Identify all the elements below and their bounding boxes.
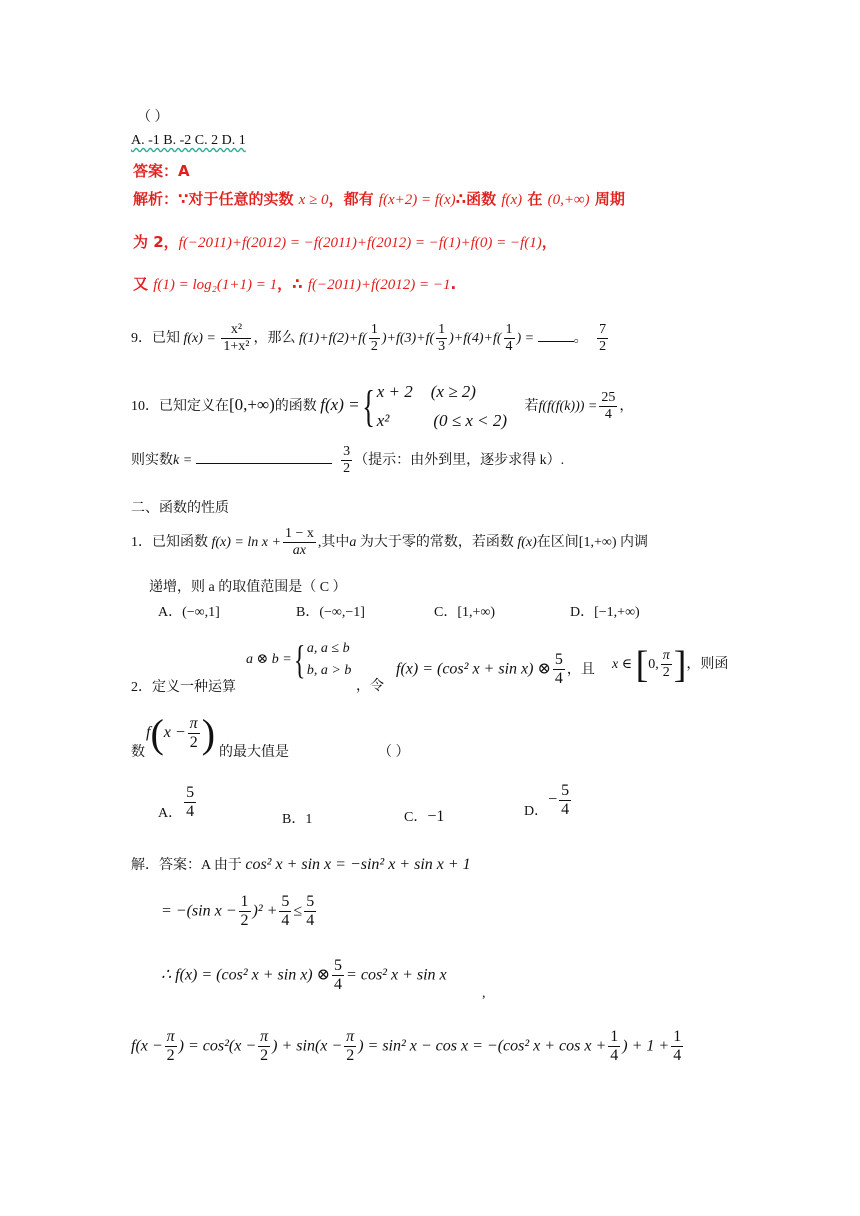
- q8-answer: 答案：A: [133, 162, 190, 180]
- p2-fdef: [396, 651, 595, 689]
- math: f(x) = (cos² x + sin x) ⊗: [396, 660, 551, 678]
- numerator: 5: [304, 893, 316, 912]
- p1-option-b: [296, 601, 365, 621]
- numerator: 5: [553, 651, 565, 670]
- math: ) =: [516, 330, 535, 346]
- math: f(x) =: [183, 330, 216, 346]
- math: −1: [427, 808, 445, 825]
- p2-paren: （ ）: [378, 745, 410, 760]
- math: f(1) = log₂(1+1) = 1: [153, 277, 278, 293]
- denominator: ax: [292, 543, 306, 559]
- denominator: 2: [662, 665, 670, 681]
- brace: {: [361, 381, 375, 431]
- p2-fshift: f(x − $\frac{\pi}{2}$ ): [146, 711, 216, 756]
- text: 解．答案：A 由于: [131, 858, 242, 873]
- numerator: π: [166, 1028, 175, 1046]
- fraction: [504, 322, 515, 355]
- text: 若: [524, 399, 539, 415]
- math: [−1,+∞): [594, 605, 640, 620]
- sol-line1: [131, 854, 471, 874]
- math: b, a > b: [306, 662, 352, 678]
- brace: {: [293, 636, 306, 682]
- numerator: π: [189, 714, 198, 732]
- fraction: [304, 893, 316, 931]
- math: f(−2011)+f(2012) = −f(2011)+f(2012) = −f(1)+f(0) = −f(1): [178, 235, 542, 251]
- q10-line: [131, 378, 633, 436]
- answer-blank: [196, 463, 332, 464]
- q8-bracket: （ ）: [137, 110, 169, 125]
- math: −: [548, 791, 558, 809]
- fraction: [332, 957, 344, 995]
- p2-option-c: [404, 806, 444, 826]
- fraction: [239, 893, 251, 931]
- math: x + 2: [376, 382, 413, 401]
- text: C．: [404, 810, 428, 825]
- text: 。: [573, 330, 588, 346]
- denominator: 1+x²: [223, 339, 250, 355]
- numerator: 1: [671, 1028, 683, 1047]
- q8-explain-line2: [133, 231, 557, 252]
- text: ，∴: [277, 275, 308, 293]
- numerator: 1: [239, 893, 251, 912]
- denominator: 4: [610, 1047, 619, 1065]
- bracket: [: [635, 644, 649, 686]
- q9-answer: [597, 322, 608, 355]
- q9-line: [131, 322, 610, 355]
- denominator: 2: [260, 1047, 269, 1065]
- numerator: π: [346, 1028, 355, 1046]
- math: f(x+2) = f(x): [378, 192, 456, 208]
- text: ,其中: [317, 534, 350, 550]
- denominator: 2: [599, 339, 607, 355]
- q10-line2: [131, 444, 564, 477]
- fraction: [258, 1028, 270, 1065]
- text: 为 2，: [133, 233, 179, 251]
- text: 解析：∵对于任意的实数: [133, 190, 299, 208]
- fraction: [599, 390, 617, 423]
- denominator: 4: [281, 912, 290, 930]
- hint: （提示：由外到里，逐步求得 k）.: [354, 452, 565, 468]
- numerator: 1: [436, 322, 447, 339]
- p1-options: [158, 601, 220, 621]
- numerator: 7: [597, 322, 608, 339]
- denominator: 4: [561, 801, 570, 819]
- p2-op-def: [246, 638, 351, 681]
- text: ，则函: [686, 657, 729, 673]
- bracket: ]: [673, 644, 687, 686]
- math: a ⊗ b =: [246, 651, 292, 667]
- math: f: [146, 724, 151, 742]
- math: cos² x + sin x = −sin² x + sin x + 1: [245, 856, 471, 873]
- math: )+f(4)+f(: [449, 330, 502, 346]
- math: f(x) =: [320, 395, 360, 415]
- math: a, a ≤ b: [306, 641, 350, 656]
- text: 1．已知函数: [131, 534, 212, 550]
- denominator: 4: [604, 407, 612, 423]
- denominator: 3: [438, 339, 446, 355]
- text: 在: [522, 190, 548, 208]
- numerator: 5: [184, 784, 196, 803]
- numerator: 5: [559, 782, 571, 801]
- p2-option-d: [524, 782, 573, 820]
- fraction: [344, 1028, 356, 1065]
- math: f(f(f(k))) =: [538, 399, 598, 415]
- numerator: π: [260, 1028, 269, 1046]
- math: ≤: [293, 902, 303, 920]
- math: ∴ f(x) = (cos² x + sin x) ⊗: [161, 966, 331, 984]
- math: f(x): [517, 534, 537, 550]
- text: ，: [541, 233, 557, 251]
- p2-domain: [612, 646, 728, 684]
- text: D．: [524, 803, 549, 819]
- math: [1,+∞): [578, 534, 617, 550]
- numerator: 5: [332, 957, 344, 976]
- text: A．: [158, 805, 183, 821]
- text: C．: [434, 605, 458, 620]
- text: 的函数: [274, 399, 317, 415]
- numerator: 5: [279, 893, 291, 912]
- numerator: 3: [341, 444, 352, 461]
- sol-line4: [131, 1028, 685, 1066]
- denominator: 4: [186, 803, 195, 821]
- fraction: [188, 715, 200, 752]
- math: (0 ≤ x < 2): [433, 410, 508, 430]
- text: ∴函数: [455, 190, 502, 208]
- q8-options: [131, 133, 246, 149]
- fraction: [671, 1028, 683, 1066]
- math: (−∞,−1]: [319, 605, 365, 620]
- text: 为大于零的常数，若函数: [356, 534, 518, 550]
- text: 内调: [616, 534, 648, 550]
- denominator: 4: [673, 1047, 682, 1065]
- math: x −: [163, 724, 186, 742]
- text: D．: [570, 605, 595, 620]
- p2-shu: 数: [131, 745, 145, 760]
- math: = −(sin x −: [161, 902, 237, 920]
- q8-explain-line3: [133, 273, 456, 294]
- math: k =: [173, 452, 193, 468]
- math: ) = sin² x − cos x = −(cos² x + cos x +: [358, 1037, 607, 1055]
- math: a: [349, 534, 357, 550]
- fraction: [369, 322, 380, 355]
- cases: [377, 378, 507, 436]
- denominator: 2: [166, 1047, 175, 1065]
- fraction: [661, 648, 672, 681]
- fraction: [283, 526, 316, 559]
- sol-line3: [161, 957, 447, 995]
- text: 在区间: [536, 534, 579, 550]
- math: ) = cos²(x −: [178, 1037, 257, 1055]
- text: ，那么: [253, 330, 299, 346]
- math: (0,+∞): [547, 192, 590, 208]
- numerator: 1: [504, 322, 515, 339]
- text: A．: [158, 605, 183, 620]
- math: f(x): [501, 192, 523, 208]
- p2-maxtext: 的最大值是: [219, 745, 289, 760]
- text: 又: [133, 275, 154, 293]
- fraction: [184, 784, 196, 822]
- numerator: π: [662, 648, 670, 664]
- q8-explain-line1: [133, 188, 625, 209]
- cases: [307, 638, 351, 681]
- math: x ≥ 0: [298, 192, 329, 208]
- denominator: 4: [334, 976, 343, 994]
- text: ，都有: [328, 190, 379, 208]
- numerator: 1 − x: [283, 526, 316, 543]
- numerator: 1: [608, 1028, 620, 1047]
- denominator: 4: [505, 339, 513, 355]
- denominator: 4: [554, 670, 563, 688]
- fraction: [608, 1028, 620, 1066]
- math: = cos² x + sin x: [346, 966, 447, 984]
- q10-answer: [341, 444, 352, 477]
- denominator: 2: [370, 339, 378, 355]
- math: [0,+∞): [229, 395, 275, 415]
- p1-option-c: [434, 601, 495, 621]
- p1-line: [131, 526, 648, 559]
- math: ) + 1 +: [622, 1037, 670, 1055]
- p2-option-b: B．1: [282, 812, 313, 827]
- denominator: 2: [189, 733, 198, 751]
- answer-blank: [538, 341, 574, 342]
- math: )+f(3)+f(: [381, 330, 435, 346]
- math: x ∈: [612, 657, 633, 673]
- denominator: 2: [240, 912, 249, 930]
- p2-prefix: 2．定义一种运算: [131, 680, 236, 695]
- p2-option-a: [158, 784, 198, 822]
- fraction: [221, 322, 251, 355]
- fraction: [436, 322, 447, 355]
- math: x²: [376, 410, 390, 430]
- sol-line2: [161, 893, 318, 931]
- sol-comma: ,: [482, 986, 486, 1001]
- p1-option-d: [570, 601, 640, 621]
- text: B．: [296, 605, 320, 620]
- text: ，: [619, 399, 634, 415]
- text: 则实数: [131, 452, 173, 468]
- numerator: 25: [599, 390, 617, 407]
- math: f(x) = ln x +: [211, 534, 281, 550]
- math: (−∞,1]: [182, 605, 220, 620]
- p2-ling: ，令: [356, 679, 384, 694]
- text: ，且: [566, 662, 595, 678]
- text: 周期: [589, 190, 625, 208]
- q9-prefix: 9．已知: [131, 330, 184, 346]
- numerator: 1: [369, 322, 380, 339]
- denominator: 2: [343, 461, 351, 477]
- math: 0,: [648, 657, 659, 673]
- denominator: 2: [346, 1047, 355, 1065]
- text: 10．已知定义在: [131, 399, 229, 415]
- fraction: [279, 893, 291, 931]
- q8-options-text: A. -1 B. -2 C. 2 D. 1: [131, 133, 246, 148]
- section-title: 二、函数的性质: [131, 501, 229, 516]
- text: .: [450, 275, 457, 293]
- math: )² +: [252, 902, 278, 920]
- fraction: [559, 782, 571, 820]
- fraction: [553, 651, 565, 689]
- math: ) + sin(x −: [272, 1037, 343, 1055]
- math: [1,+∞): [457, 605, 496, 620]
- math: f(x −: [131, 1037, 163, 1055]
- p1-line2: 递增，则 a 的取值范围是（ C ）: [149, 580, 347, 595]
- math: (x ≥ 2): [430, 382, 476, 401]
- math: f(1)+f(2)+f(: [298, 330, 367, 346]
- denominator: 4: [306, 912, 315, 930]
- math: f(−2011)+f(2012) = −1: [307, 277, 451, 293]
- numerator: x²: [221, 322, 251, 339]
- fraction: [165, 1028, 177, 1065]
